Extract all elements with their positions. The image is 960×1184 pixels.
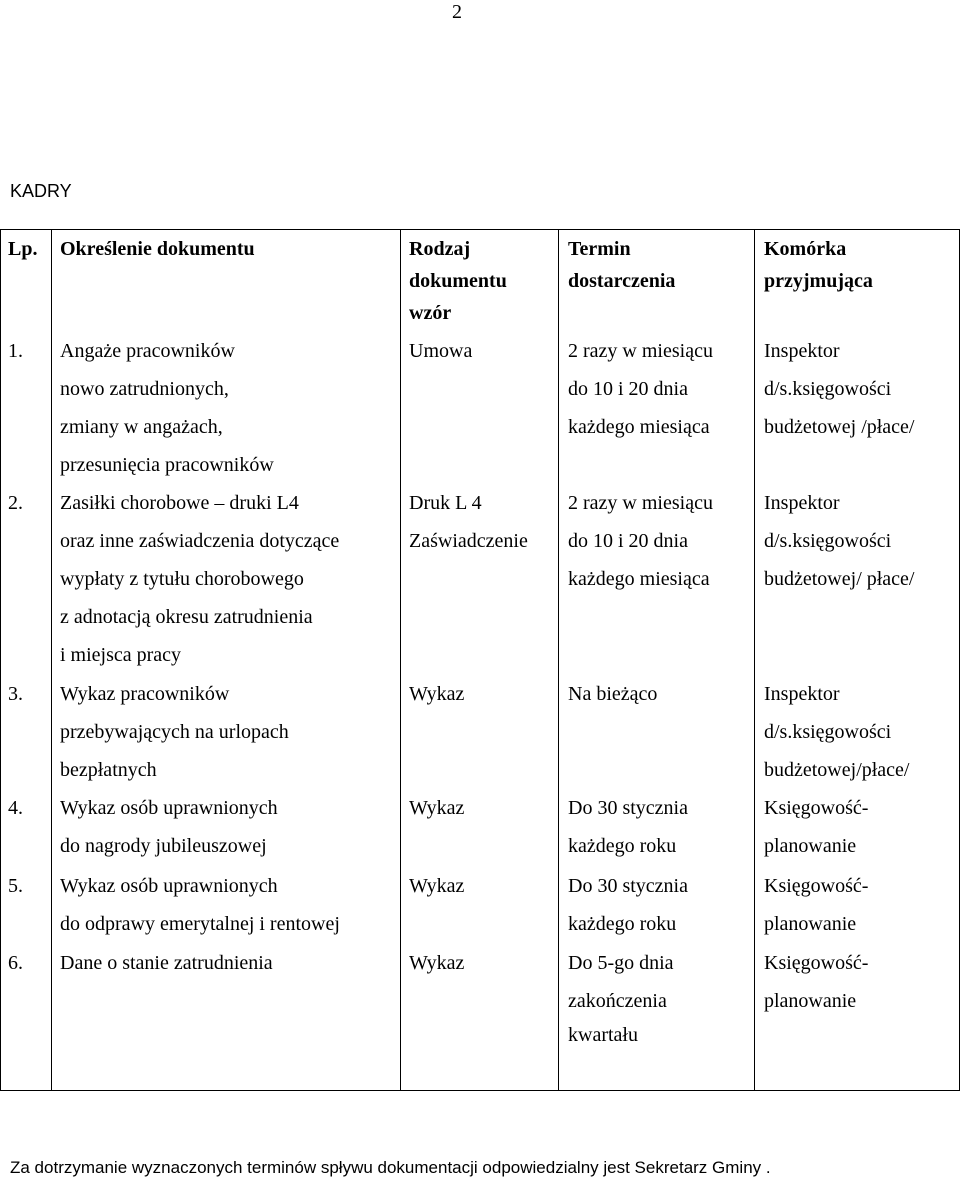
- row-1-name-line: nowo zatrudnionych,: [60, 378, 229, 400]
- row-1-dept-line: Inspektor: [764, 340, 840, 362]
- row-1-deadline: [568, 332, 713, 446]
- row-4-deadline: [568, 789, 688, 865]
- row-1-dept-line: d/s.księgowości: [764, 378, 892, 400]
- table-border-left: [0, 229, 1, 1091]
- table-divider-type: [558, 229, 559, 1091]
- row-3-deadline-line: Na bieżąco: [568, 683, 658, 705]
- row-2-name-line: wypłaty z tytułu chorobowego: [60, 568, 304, 590]
- header-dept: [764, 233, 873, 297]
- row-3-dept: [764, 675, 910, 789]
- row-4-dept-line: Księgowość-: [764, 797, 869, 819]
- row-1-type-line: Umowa: [409, 340, 473, 362]
- row-5-name-line: Wykaz osób uprawnionych: [60, 875, 278, 897]
- row-5-type: [409, 867, 464, 905]
- row-2-deadline: [568, 484, 713, 598]
- table-border-top: [0, 229, 960, 230]
- row-5-name: [60, 867, 340, 943]
- row-4-name-line: Wykaz osób uprawnionych: [60, 797, 278, 819]
- header-deadline-line: dostarczenia: [568, 270, 676, 292]
- row-3-dept-line: Inspektor: [764, 683, 840, 705]
- row-4-lp: 4.: [8, 797, 23, 819]
- table-border-bottom: [0, 1090, 960, 1091]
- row-5-lp: 5.: [8, 875, 23, 897]
- section-title: KADRY: [10, 181, 72, 201]
- row-6-type: [409, 944, 464, 982]
- row-6-deadline-line: kwartału: [568, 1024, 638, 1046]
- row-2-dept-line: d/s.księgowości: [764, 530, 892, 552]
- row-4-dept-line: planowanie: [764, 835, 857, 857]
- row-2-name-line: z adnotacją okresu zatrudnienia: [60, 606, 313, 628]
- row-2-type: [409, 484, 528, 560]
- row-2-dept-line: budżetowej/ płace/: [764, 568, 915, 590]
- row-2-lp: 2.: [8, 492, 23, 514]
- row-1-deadline-line: do 10 i 20 dnia: [568, 378, 688, 400]
- row-3-dept-line: budżetowej/płace/: [764, 759, 910, 781]
- table-divider-deadline: [754, 229, 755, 1091]
- row-4-deadline-line: każdego roku: [568, 835, 677, 857]
- row-2-dept-line: Inspektor: [764, 492, 840, 514]
- row-6-name-line: Dane o stanie zatrudnienia: [60, 952, 273, 974]
- row-6-dept: [764, 944, 868, 1020]
- row-4-type-line: Wykaz: [409, 797, 465, 819]
- row-2-dept: [764, 484, 915, 598]
- row-3-name: [60, 675, 289, 789]
- row-5-deadline-line: Do 30 stycznia: [568, 875, 688, 897]
- row-5-deadline-line: każdego roku: [568, 913, 677, 935]
- row-3-lp: 3.: [8, 683, 23, 705]
- row-6-lp: 6.: [8, 952, 23, 974]
- row-1-name-line: przesunięcia pracowników: [60, 454, 274, 476]
- row-2-name-line: i miejsca pracy: [60, 644, 182, 666]
- row-4-name-line: do nagrody jubileuszowej: [60, 835, 267, 857]
- row-2-name-line: Zasiłki chorobowe – druki L4: [60, 492, 299, 514]
- row-3-name-line: Wykaz pracowników: [60, 683, 230, 705]
- header-deadline-line: Termin: [568, 238, 631, 260]
- row-1-name: [60, 332, 274, 484]
- row-4-name: [60, 789, 278, 865]
- row-3-name-line: przebywających na urlopach: [60, 721, 289, 743]
- row-4-type: [409, 789, 464, 827]
- header-type-line: wzór: [409, 302, 452, 324]
- row-3-name-line: bezpłatnych: [60, 759, 157, 781]
- row-6-deadline: [568, 944, 674, 1050]
- row-2-deadline-line: 2 razy w miesiącu: [568, 492, 713, 514]
- row-1-deadline-line: 2 razy w miesiącu: [568, 340, 713, 362]
- row-3-dept-line: d/s.księgowości: [764, 721, 892, 743]
- header-name: Określenie dokumentu: [60, 238, 255, 260]
- row-5-deadline: [568, 867, 688, 943]
- row-2-name: [60, 484, 339, 674]
- row-4-dept: [764, 789, 868, 865]
- row-3-type: [409, 675, 464, 713]
- row-5-dept: [764, 867, 868, 943]
- row-1-dept: [764, 332, 915, 446]
- header-type: [409, 233, 507, 329]
- row-1-type: [409, 332, 472, 370]
- row-6-name: [60, 944, 273, 982]
- row-6-deadline-line: Do 5-go dnia: [568, 952, 674, 974]
- row-6-type-line: Wykaz: [409, 952, 465, 974]
- row-6-dept-line: Księgowość-: [764, 952, 869, 974]
- row-5-dept-line: Księgowość-: [764, 875, 869, 897]
- table-divider-name: [400, 229, 401, 1091]
- row-4-deadline-line: Do 30 stycznia: [568, 797, 688, 819]
- row-1-lp: 1.: [8, 340, 23, 362]
- row-2-deadline-line: każdego miesiąca: [568, 568, 710, 590]
- documents-table: [0, 229, 960, 1091]
- header-type-line: dokumentu: [409, 270, 507, 292]
- row-5-dept-line: planowanie: [764, 913, 857, 935]
- responsibility-note: Za dotrzymanie wyznaczonych terminów spływu dokumentacji odpowiedzialny jest Sekretarz Gminy .: [10, 1158, 771, 1177]
- table-divider-lp: [51, 229, 52, 1091]
- row-3-deadline: [568, 675, 657, 713]
- header-deadline: [568, 233, 675, 297]
- header-dept-line: Komórka: [764, 238, 847, 260]
- page-number: 2: [452, 1, 462, 23]
- row-2-type-line: Zaświadczenie: [409, 530, 528, 552]
- row-1-name-line: Angaże pracowników: [60, 340, 235, 362]
- row-1-deadline-line: każdego miesiąca: [568, 416, 710, 438]
- row-5-name-line: do odprawy emerytalnej i rentowej: [60, 913, 340, 935]
- row-1-dept-line: budżetowej /płace/: [764, 416, 915, 438]
- row-1-name-line: zmiany w angażach,: [60, 416, 223, 438]
- row-2-deadline-line: do 10 i 20 dnia: [568, 530, 688, 552]
- row-6-deadline-line: zakończenia: [568, 990, 667, 1012]
- header-dept-line: przyjmująca: [764, 270, 873, 292]
- row-5-type-line: Wykaz: [409, 875, 465, 897]
- row-2-type-line: Druk L 4: [409, 492, 482, 514]
- header-type-line: Rodzaj: [409, 238, 471, 260]
- row-6-dept-line: planowanie: [764, 990, 857, 1012]
- row-2-name-line: oraz inne zaświadczenia dotyczące: [60, 530, 340, 552]
- header-lp: Lp.: [8, 238, 38, 260]
- row-3-type-line: Wykaz: [409, 683, 465, 705]
